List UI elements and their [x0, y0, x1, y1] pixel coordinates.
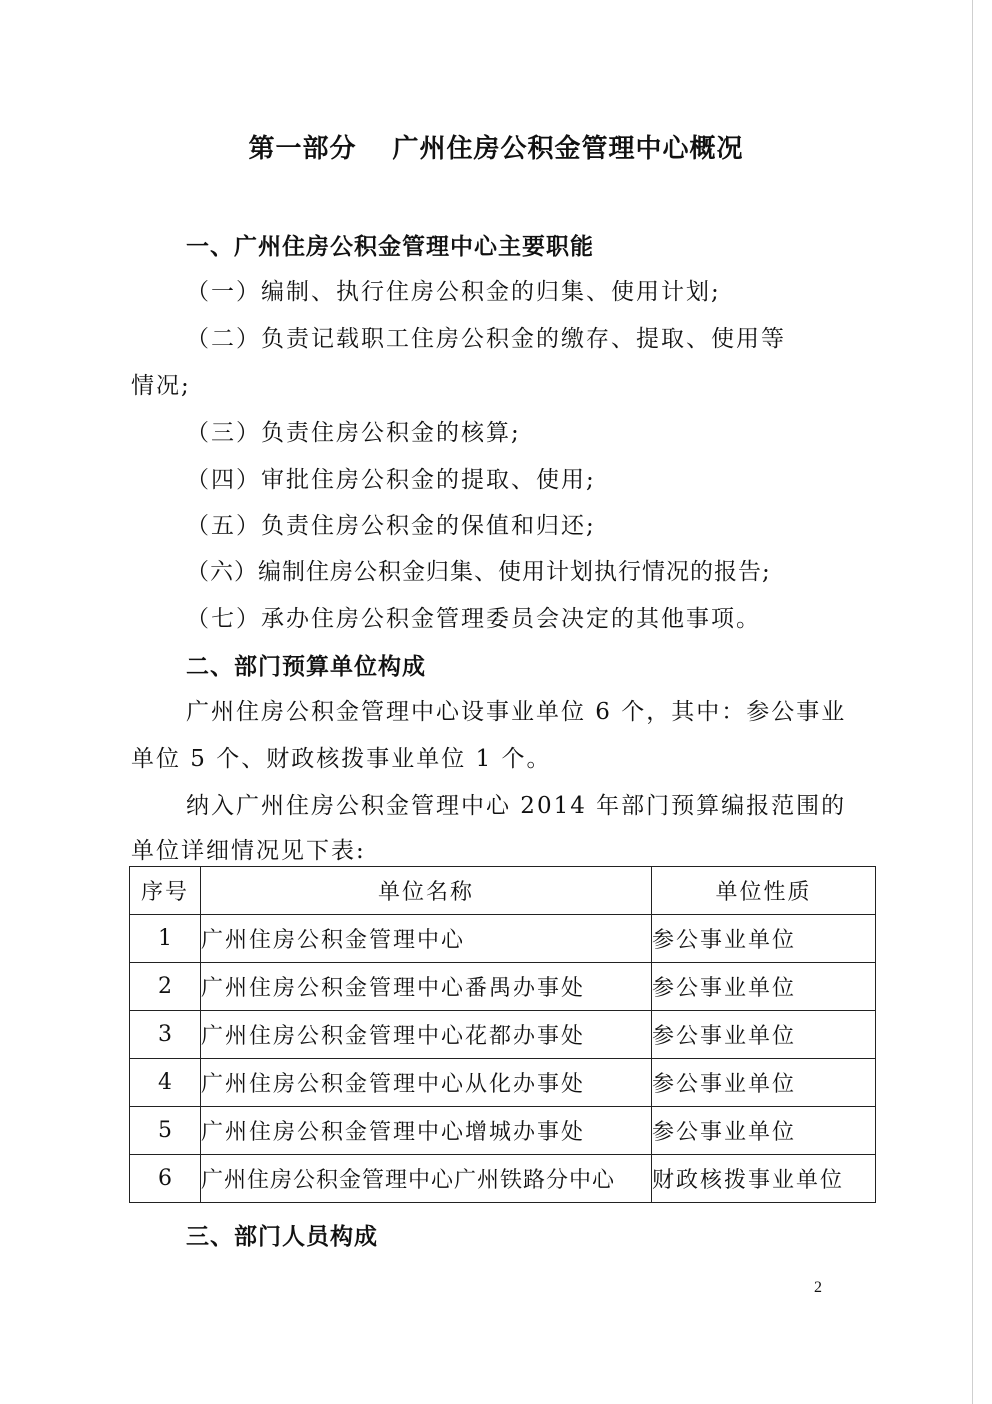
section-1-heading: 一、广州住房公积金管理中心主要职能 [186, 234, 594, 260]
row-no: 1 [130, 915, 201, 963]
section-2-para-1-line-1: 广州住房公积金管理中心设事业单位 6 个，其中：参公事业 [186, 699, 847, 725]
row-unit-type: 参公事业单位 [652, 1107, 876, 1155]
duty-item-2: （二）负责记载职工住房公积金的缴存、提取、使用等 [186, 326, 786, 352]
section-2-para-2-line-1: 纳入广州住房公积金管理中心 2014 年部门预算编报范围的 [186, 793, 847, 819]
section-2-para-2-line-2: 单位详细情况见下表: [131, 838, 366, 864]
row-no: 4 [130, 1059, 201, 1107]
table-header-row [130, 867, 876, 915]
duty-item-3: （三）负责住房公积金的核算; [186, 420, 521, 446]
header-unit-type: 单位性质 [652, 867, 876, 915]
duty-item-7: （七）承办住房公积金管理委员会决定的其他事项。 [186, 606, 761, 632]
section-2-para-1-line-2: 单位 5 个、财政核拨事业单位 1 个。 [131, 746, 552, 772]
row-unit-type: 参公事业单位 [652, 1011, 876, 1059]
scan-edge-line [972, 0, 973, 1404]
section-2-heading: 二、部门预算单位构成 [186, 654, 426, 680]
section-3-heading: 三、部门人员构成 [186, 1224, 378, 1250]
row-unit-name: 广州住房公积金管理中心增城办事处 [201, 1107, 652, 1155]
row-unit-name: 广州住房公积金管理中心花都办事处 [201, 1011, 652, 1059]
table-row [130, 1011, 876, 1059]
table-row [130, 1059, 876, 1107]
page-title [0, 128, 992, 165]
row-unit-name: 广州住房公积金管理中心番禺办事处 [201, 963, 652, 1011]
duty-item-5: （五）负责住房公积金的保值和归还; [186, 513, 596, 539]
table-row [130, 1107, 876, 1155]
row-unit-name: 广州住房公积金管理中心广州铁路分中心 [201, 1155, 652, 1203]
title-part: 第一部分 [248, 134, 357, 164]
page-number: 2 [814, 1279, 822, 1296]
duty-item-1: （一）编制、执行住房公积金的归集、使用计划; [186, 279, 721, 305]
table-row [130, 915, 876, 963]
table-row [130, 963, 876, 1011]
row-no: 6 [130, 1155, 201, 1203]
duty-item-6: （六）编制住房公积金归集、使用计划执行情况的报告; [186, 559, 771, 585]
row-unit-type: 参公事业单位 [652, 963, 876, 1011]
row-no: 3 [130, 1011, 201, 1059]
row-unit-type: 财政核拨事业单位 [652, 1155, 876, 1203]
row-unit-type: 参公事业单位 [652, 1059, 876, 1107]
duty-item-4: （四）审批住房公积金的提取、使用; [186, 467, 596, 493]
row-unit-type: 参公事业单位 [652, 915, 876, 963]
header-no: 序号 [130, 867, 201, 915]
table-row [130, 1155, 876, 1203]
header-unit-name: 单位名称 [201, 867, 652, 915]
title-name: 广州住房公积金管理中心概况 [392, 134, 744, 164]
row-no: 5 [130, 1107, 201, 1155]
row-unit-name: 广州住房公积金管理中心从化办事处 [201, 1059, 652, 1107]
duty-item-2-cont: 情况; [131, 373, 191, 399]
row-no: 2 [130, 963, 201, 1011]
row-unit-name: 广州住房公积金管理中心 [201, 915, 652, 963]
units-table [129, 866, 876, 1203]
